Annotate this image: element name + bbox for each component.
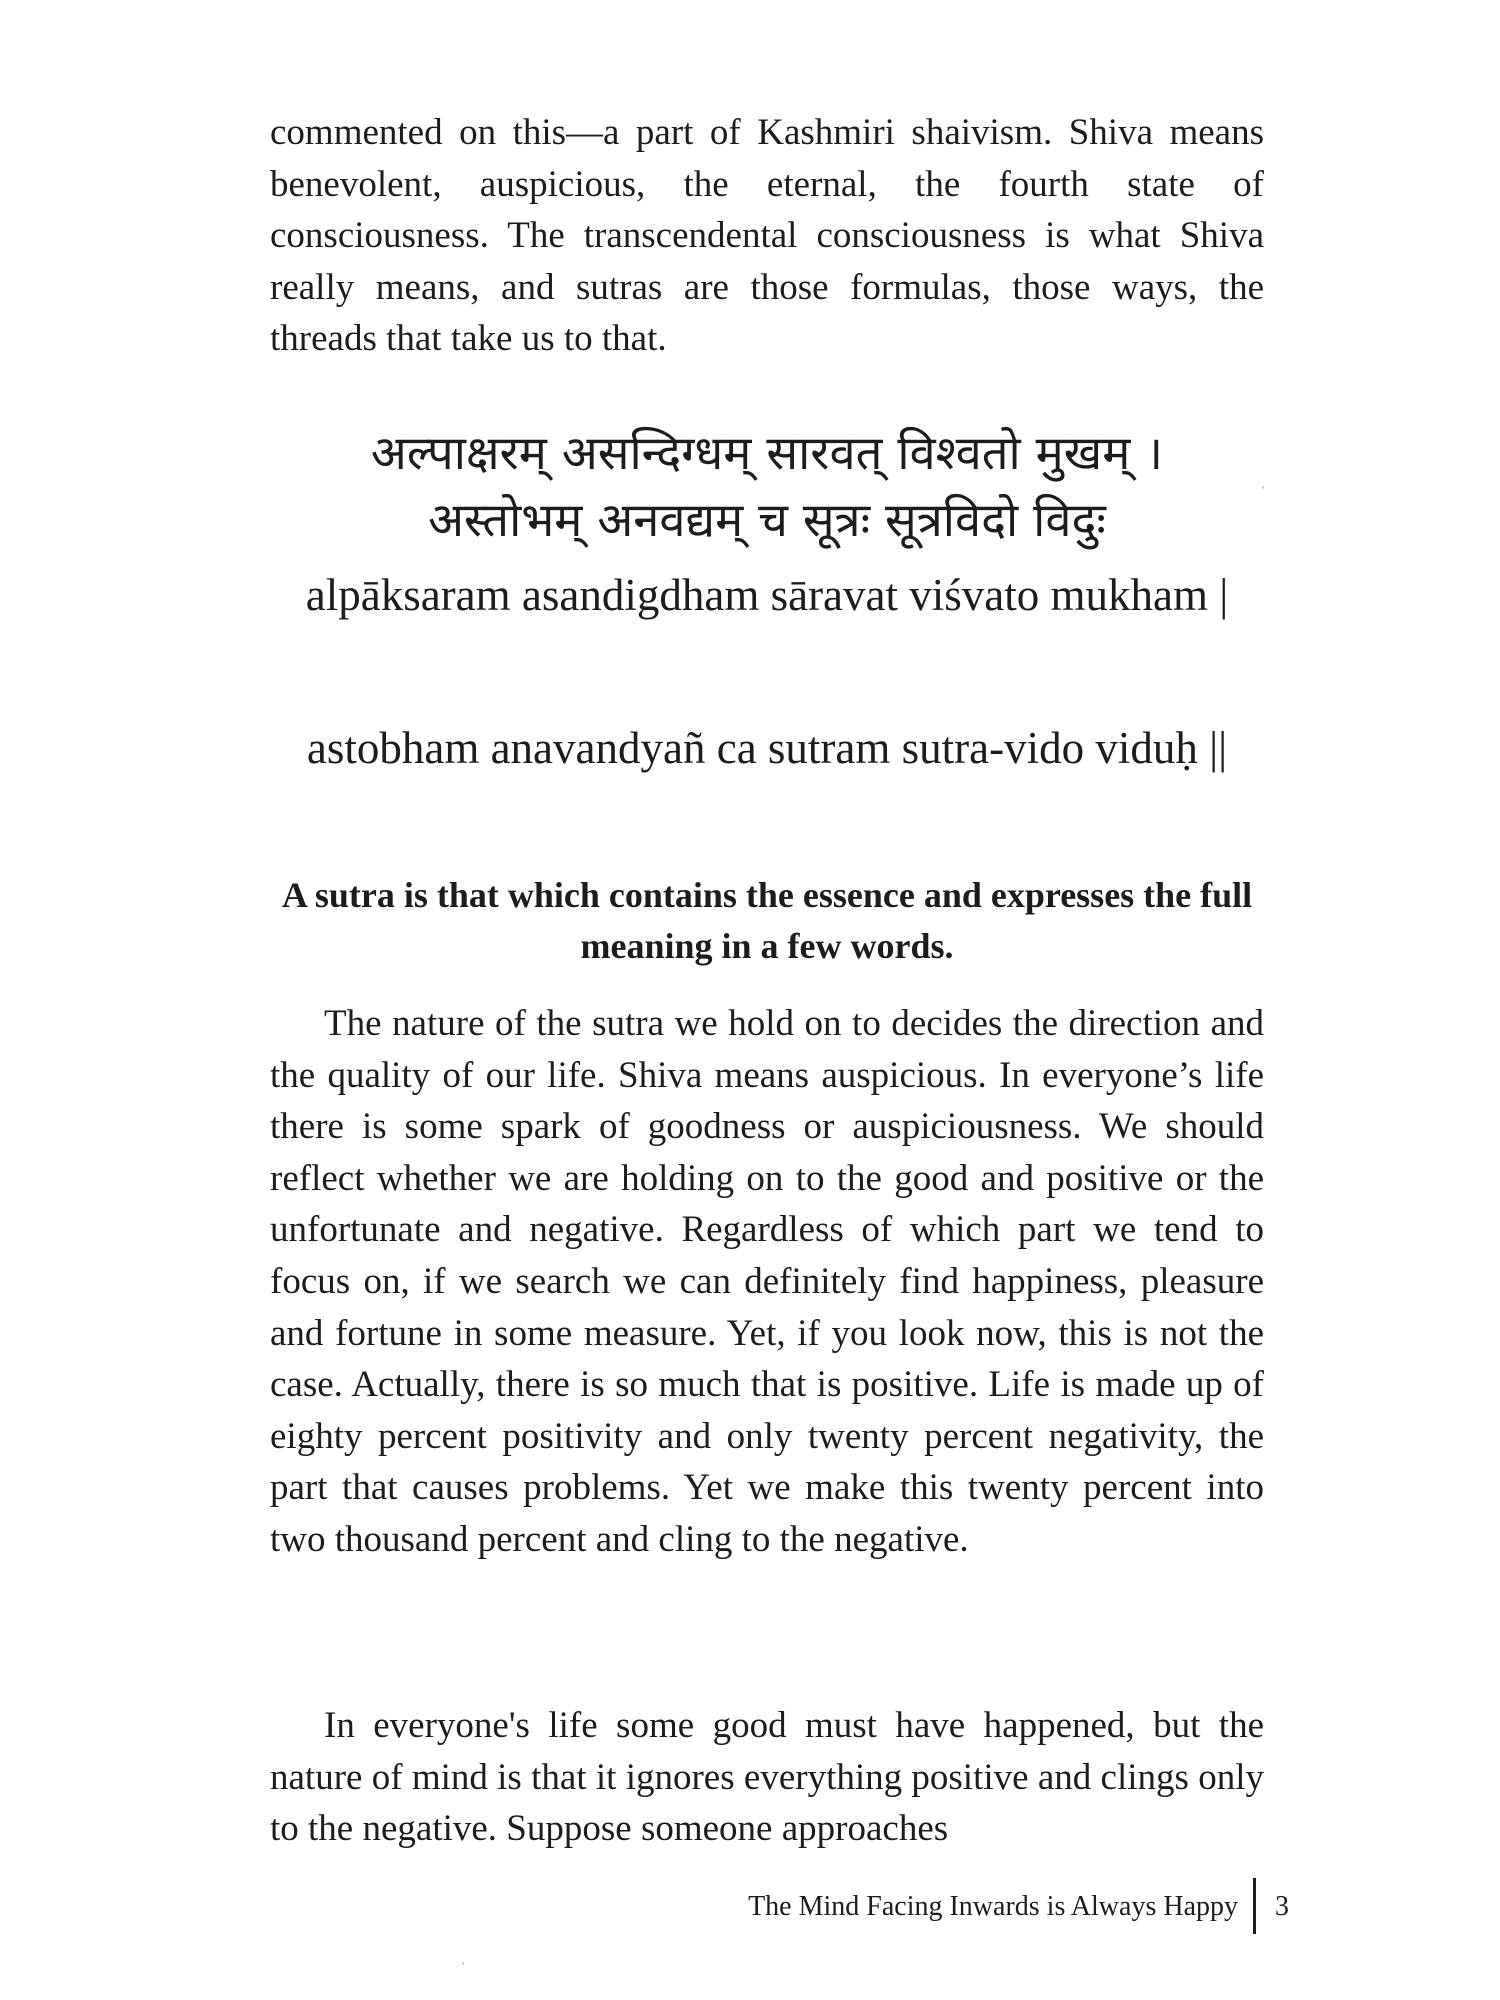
body-paragraph <box>270 998 1264 1566</box>
body-paragraph <box>270 1700 1264 1855</box>
paragraph-text: The nature of the sutra we hold on to decides the direction and the quality of our life. Shiva means auspicious. In everyone’s life there is some spark of goodness or auspiciousness. We should reflect whether we are holding on to the good and positive or the unfortunate and negative. Regardless of which part we tend to focus on, if we search we can definitely find happiness, pleasure and fortune in some measure. Yet, if you look now, this is not the case. Actually, there is so much that is positive. Life is made up of eighty percent positivity and only twenty percent negativity, the part that causes problems. Yet we make this twenty percent into two thousand percent and cling to the negative. <box>270 1003 1264 1560</box>
transliteration-line: alpāksaram asandigdham sāravat viśvato mukham | <box>305 570 1229 620</box>
running-title: The Mind Facing Inwards is Always Happy <box>748 1891 1238 1922</box>
body-paragraph <box>270 107 1264 365</box>
paragraph-text: In everyone's life some good must have happened, but the nature of mind is that it ignores everything positive and clings only to the negative. Suppose someone approaches <box>270 1705 1264 1850</box>
transliteration-line: astobham anavandyañ ca sutram sutra-vido viduḥ || <box>306 723 1228 773</box>
scan-speck <box>1262 486 1264 489</box>
paragraph-text: commented on this—a part of Kashmiri shaivism. Shiva means benevolent, auspicious, the eternal, the fourth state of consciousness. The transcendental consciousness is what Shiva really means, and sutras are those formulas, those ways, the threads that take us to that. <box>270 112 1264 360</box>
page-number: 3 <box>1275 1891 1289 1922</box>
footer-divider <box>1253 1878 1256 1934</box>
sanskrit-verse-line: अस्तोभम् अनवद्यम् च सूत्रः सूत्रविदो विदुः <box>428 493 1106 548</box>
scan-speck <box>462 1962 464 1965</box>
page-footer <box>0 1875 1500 1935</box>
emphasis-definition: A sutra is that which contains the essence and expresses the full meaning in a few words. <box>281 875 1253 966</box>
sanskrit-verse-line: अल्पाक्षरम् असन्दिग्धम् सारवत् विश्वतो मुखम् । <box>370 426 1164 481</box>
